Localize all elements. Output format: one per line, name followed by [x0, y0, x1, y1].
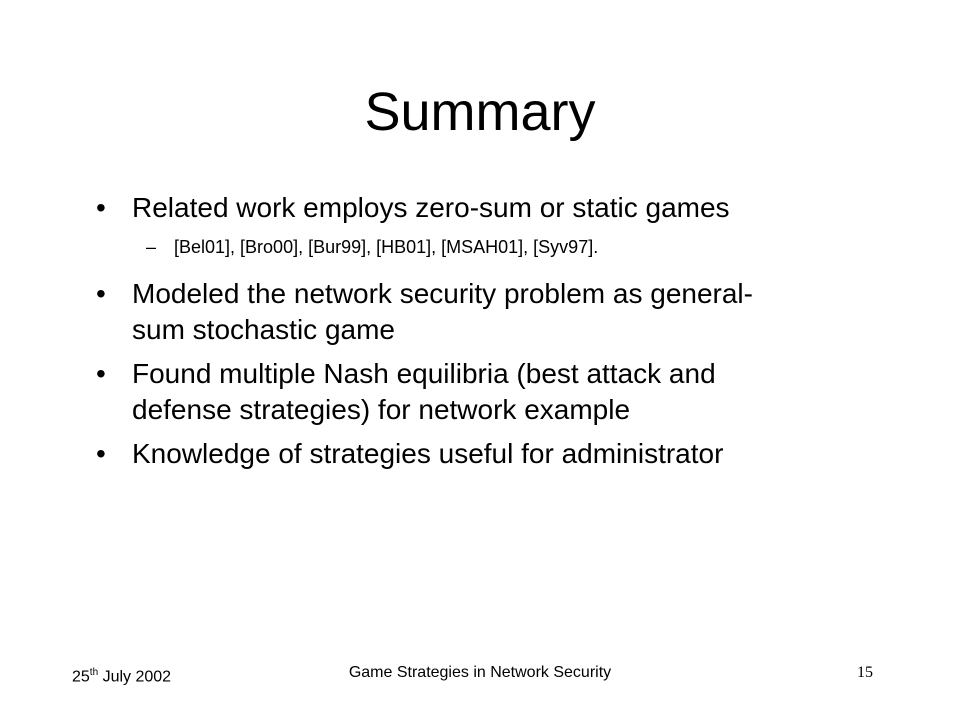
bullet-item — [96, 436, 856, 472]
sub-bullet-item — [96, 234, 856, 260]
footer-date-day: 25 — [72, 668, 90, 686]
bullet-text-line1: Found multiple Nash equilibria (best attack and — [132, 358, 716, 389]
bullet-text-line2: defense strategies) for network example — [132, 394, 631, 425]
bullet-item — [96, 276, 856, 348]
bullet-text-line1: Modeled the network security problem as general- — [132, 278, 753, 309]
bullet-item — [96, 356, 856, 428]
slide-title: Summary — [364, 82, 596, 142]
bullet-dot: • — [96, 192, 106, 223]
bullet-text: Knowledge of strategies useful for administrator — [132, 438, 724, 469]
sub-bullet-dash: – — [146, 237, 157, 257]
footer-date-rest: July 2002 — [98, 668, 172, 686]
bullet-dot: • — [96, 278, 106, 309]
footer-date-suffix: th — [89, 667, 99, 678]
footer-title: Game Strategies in Network Security — [348, 664, 612, 681]
bullet-dot: • — [96, 438, 106, 469]
bullet-text-line2: sum stochastic game — [132, 314, 395, 345]
sub-bullet-text: [Bel01], [Bro00], [Bur99], [HB01], [MSAH01], [Syv97]. — [174, 237, 599, 257]
bullet-item — [96, 190, 856, 226]
bullet-dot: • — [96, 358, 106, 389]
bullet-text: Related work employs zero-sum or static games — [132, 192, 730, 223]
page-number: 15 — [857, 664, 873, 681]
slide-body — [96, 190, 856, 480]
